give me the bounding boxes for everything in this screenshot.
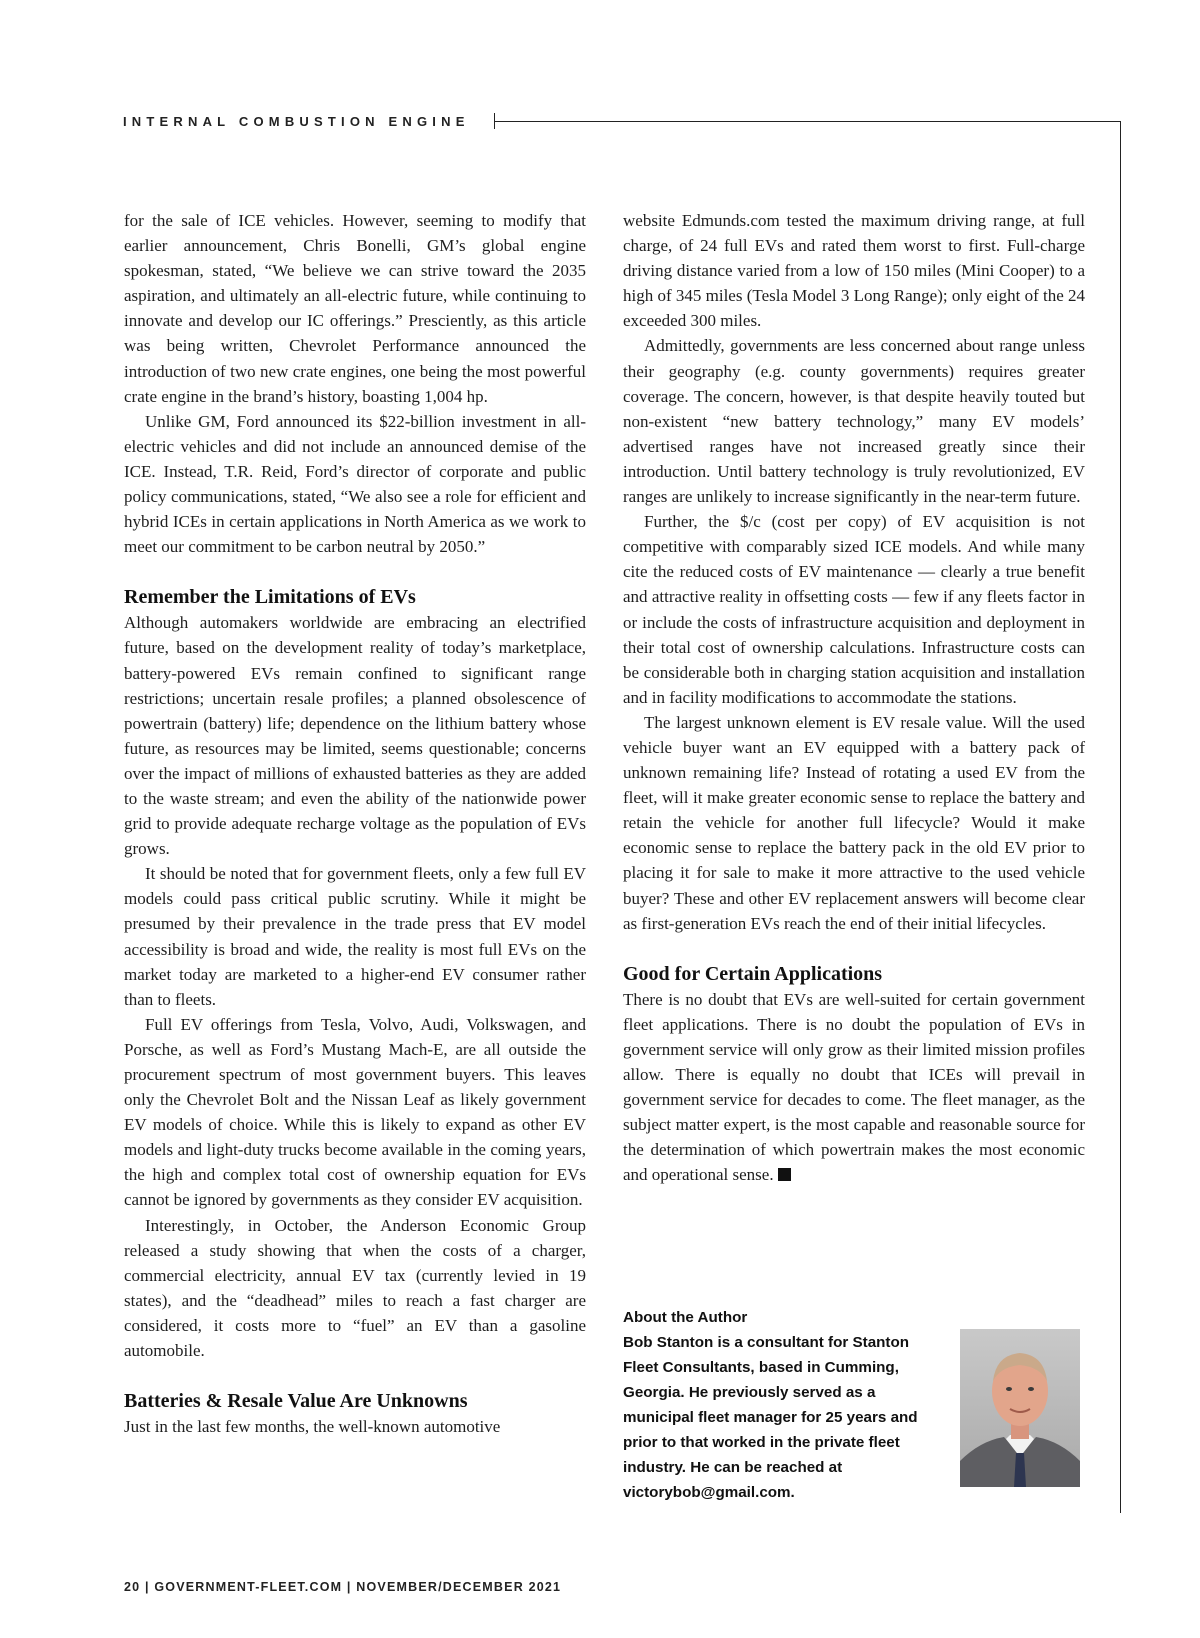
body-paragraph: Just in the last few months, the well-known automotive (124, 1417, 501, 1437)
header-rule (495, 121, 1120, 122)
section-heading-applications: Good for Certain Applications (623, 962, 883, 985)
body-paragraph: It should be noted that for government fleets, only a few full EV models could pass critical public scrutiny. While it might be presumed by their prevalence in the trade press that EV model accessibility is broad and wide, the reality is most full EVs on the market today are marketed to a higher-end EV consumer rather than to fleets. (124, 864, 586, 1009)
page-edge-rule (1120, 121, 1121, 1513)
end-of-article-mark (778, 1168, 791, 1181)
body-paragraph-final (623, 987, 1085, 1188)
body-paragraph: Interestingly, in October, the Anderson Economic Group released a study showing that when the costs of a charger, commercial electricity, annual EV tax (currently levied in 19 states), and the “deadhead” miles to reach a fast charger are considered, it costs more to “fuel” an EV than a gasoline automobile. (124, 1215, 586, 1361)
body-paragraph: Unlike GM, Ford announced its $22-billion investment in all-electric vehicles and did not include an announced demise of the ICE. Instead, T.R. Reid, Ford’s director of corporate and public policy communications, stated, “We also see a role for efficient and hybrid ICEs in certain applications in North America as we work to meet our commitment to be carbon neutral by 2050.” (124, 411, 586, 557)
final-paragraph-text: There is no doubt that EVs are well-suited for certain government fleet applications. There is no doubt the population of EVs in government service will only grow as their limited mission profiles allow. There is equally no doubt that ICEs will prevail in government service for decades to come. The fleet manager, as the subject matter expert, is the most capable and reasonable source for the determination of which powertrain makes the most economic and operational sense. (623, 989, 1085, 1185)
about-author-heading: About the Author (623, 1309, 748, 1326)
body-paragraph: website Edmunds.com tested the maximum driving range, at full charge, of 24 full EVs and rated them worst to first. Full-charge driving distance varied from a low of 150 miles (Mini Cooper) to a high of 345 miles (Tesla Model 3 Long Range); only eight of the 24 exceeded 300 miles. (623, 211, 1085, 331)
body-paragraph: Although automakers worldwide are embracing an electrified future, based on the development reality of today’s marketplace, battery-powered EVs remain confined to significant range restrictions; uncertain resale profiles; a planned obsolescence of powertrain (battery) life; dependence on the lithium battery whose future, as resources may be limited, seems questionable; concerns over the impact of millions of exhausted batteries as they are added to the waste stream; and even the ability of the nationwide power grid to provide adequate recharge voltage as the population of EVs grows. (124, 613, 586, 859)
right-column (623, 208, 1085, 1187)
body-paragraph: for the sale of ICE vehicles. However, seeming to modify that earlier announcement, Chris Bonelli, GM’s global engine spokesman, stated, “We believe we can strive toward the 2035 aspiration, and ultimately an all-electric future, while continuing to innovate and develop our IC offerings.” Presciently, as this article was being written, Chevrolet Performance announced the introduction of two new crate engines, one being the most powerful crate engine in the brand’s history, boasting 1,004 hp. (124, 211, 586, 406)
page-footer: 20 | GOVERNMENT-FLEET.COM | NOVEMBER/DECEMBER 2021 (124, 1580, 562, 1594)
section-header: INTERNAL COMBUSTION ENGINE (123, 114, 470, 129)
about-author-box (623, 1305, 943, 1505)
section-heading-batteries: Batteries & Resale Value Are Unknowns (124, 1390, 468, 1413)
author-portrait-illustration (960, 1329, 1080, 1487)
left-column (124, 208, 586, 1439)
body-paragraph: The largest unknown element is EV resale value. Will the used vehicle buyer want an EV equipped with a battery pack of unknown remaining life? Instead of rotating a used EV from the fleet, will it make greater economic sense to replace the battery and retain the vehicle for another full lifecycle? Would it make economic sense to replace the battery pack in the old EV prior to placing it for sale to make it more attractive to the used vehicle buyer? These and other EV replacement answers will become clear as first-generation EVs reach the end of their initial lifecycles. (623, 712, 1085, 933)
author-bio: Bob Stanton is a consultant for Stanton Fleet Consultants, based in Cumming, Georgia. He previously served as a municipal fleet manager for 25 years and prior to that worked in the private fleet industry. He can be reached at victorybob@gmail.com. (623, 1334, 918, 1501)
author-photo (960, 1329, 1080, 1487)
body-paragraph: Further, the $/c (cost per copy) of EV acquisition is not competitive with comparably sized ICE models. And while many cite the reduced costs of EV maintenance — clearly a true benefit and attractive reality in offsetting costs — few if any fleets factor in or include the costs of infrastructure acquisition and deployment in their total cost of ownership calculations. Infrastructure costs can be considerable both in charging station acquisition and installation and in facility modifications to accommodate the stations. (623, 512, 1085, 707)
section-heading-limitations: Remember the Limitations of EVs (124, 586, 416, 609)
body-paragraph: Admittedly, governments are less concerned about range unless their geography (e.g. county governments) requires greater coverage. The concern, however, is that despite heavily touted but non-existent “new battery technology,” many EV models’ advertised ranges have not increased greatly since their introduction. Until battery technology is truly revolutionized, EV ranges are unlikely to increase significantly in the near-term future. (623, 336, 1085, 507)
body-paragraph: Full EV offerings from Tesla, Volvo, Audi, Volkswagen, and Porsche, as well as Ford’s Mustang Mach-E, are all outside the procurement spectrum of most government buyers. This leaves only the Chevrolet Bolt and the Nissan Leaf as likely government EV models of choice. While this is likely to expand as other EV models and light-duty trucks become available in the coming years, the high and complex total cost of ownership equation for EVs cannot be ignored by governments as they consider EV acquisition. (124, 1014, 586, 1210)
